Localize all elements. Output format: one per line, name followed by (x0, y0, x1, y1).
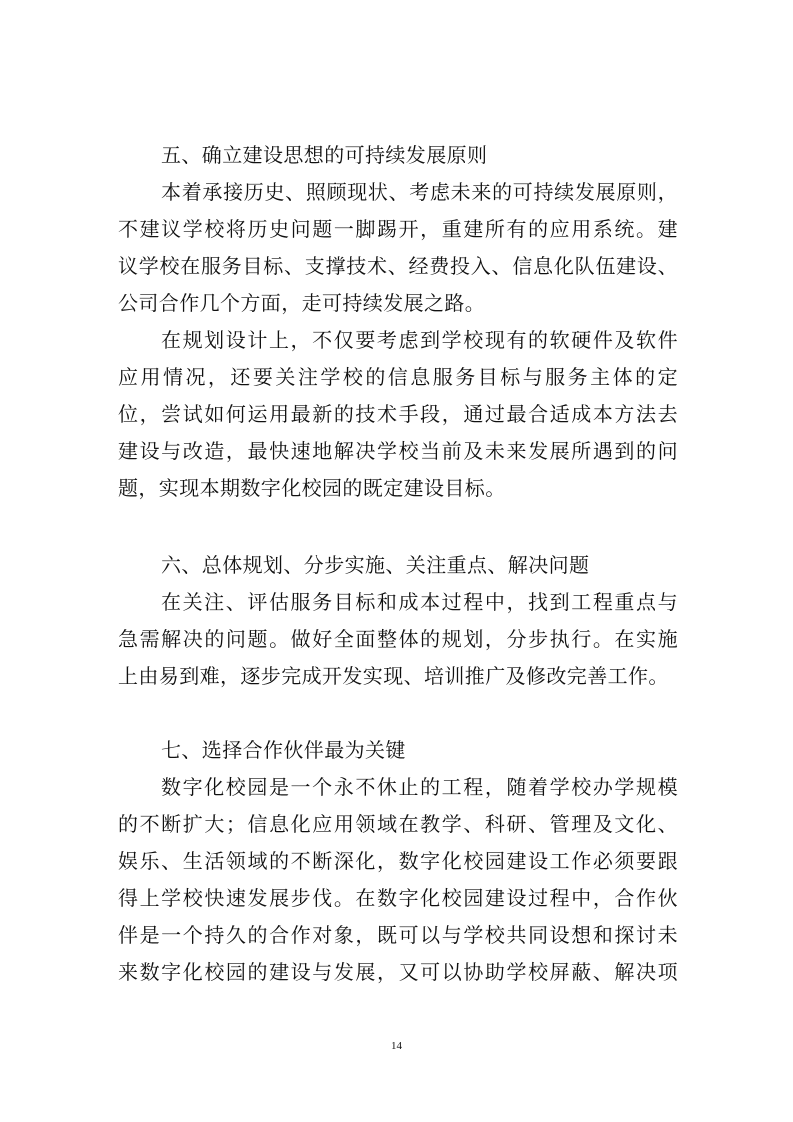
paragraph-line: 在关注、评估服务目标和成本过程中，找到工程重点与 (161, 590, 678, 614)
paragraph-line: 上由易到难，逐步完成开发实现、培训推广及修改完善工作。 (118, 664, 669, 688)
paragraph-line: 数字化校园是一个永不休止的工程，随着学校办学规模 (161, 775, 678, 799)
paragraph-line: 的不断扩大；信息化应用领域在教学、科研、管理及文化、 (118, 812, 678, 836)
paragraph-line: 公司合作几个方面，走可持续发展之路。 (118, 291, 486, 315)
paragraph-line: 不建议学校将历史问题一脚踢开，重建所有的应用系统。建 (118, 217, 678, 241)
section-heading: 五、确立建设思想的可持续发展原则 (161, 143, 488, 167)
paragraph-line: 题，实现本期数字化校园的既定建设目标。 (118, 476, 506, 500)
paragraph-line: 议学校在服务目标、支撑技术、经费投入、信息化队伍建设、 (118, 254, 678, 278)
paragraph (118, 174, 678, 322)
section-5 (118, 137, 678, 507)
section-6 (118, 547, 678, 695)
paragraph-line: 急需解决的问题。做好全面整体的规划，分步执行。在实施 (118, 627, 678, 651)
document-page (118, 0, 678, 1122)
paragraph (118, 322, 678, 507)
paragraph-line: 在规划设计上，不仅要考虑到学校现有的软硬件及软件 (161, 328, 678, 352)
section-heading: 六、总体规划、分步实施、关注重点、解决问题 (161, 553, 590, 577)
paragraph-line: 得上学校快速发展步伐。在数字化校园建设过程中，合作伙 (118, 886, 678, 910)
page-number: 14 (391, 1040, 402, 1052)
paragraph (118, 584, 678, 695)
section-heading: 七、选择合作伙伴最为关键 (161, 738, 406, 762)
paragraph-line: 本着承接历史、照顾现状、考虑未来的可持续发展原则， (161, 180, 678, 204)
paragraph-line: 位，尝试如何运用最新的技术手段，通过最合适成本方法去 (118, 402, 678, 426)
paragraph-line: 来数字化校园的建设与发展，又可以协助学校屏蔽、解决项 (118, 960, 678, 984)
section-7 (118, 732, 678, 991)
paragraph-line: 娱乐、生活领域的不断深化，数字化校园建设工作必须要跟 (118, 849, 678, 873)
paragraph-line: 伴是一个持久的合作对象，既可以与学校共同设想和探讨未 (118, 923, 678, 947)
paragraph-line: 建设与改造，最快速地解决学校当前及未来发展所遇到的问 (118, 439, 678, 463)
paragraph (118, 769, 678, 991)
paragraph-line: 应用情况，还要关注学校的信息服务目标与服务主体的定 (118, 365, 678, 389)
